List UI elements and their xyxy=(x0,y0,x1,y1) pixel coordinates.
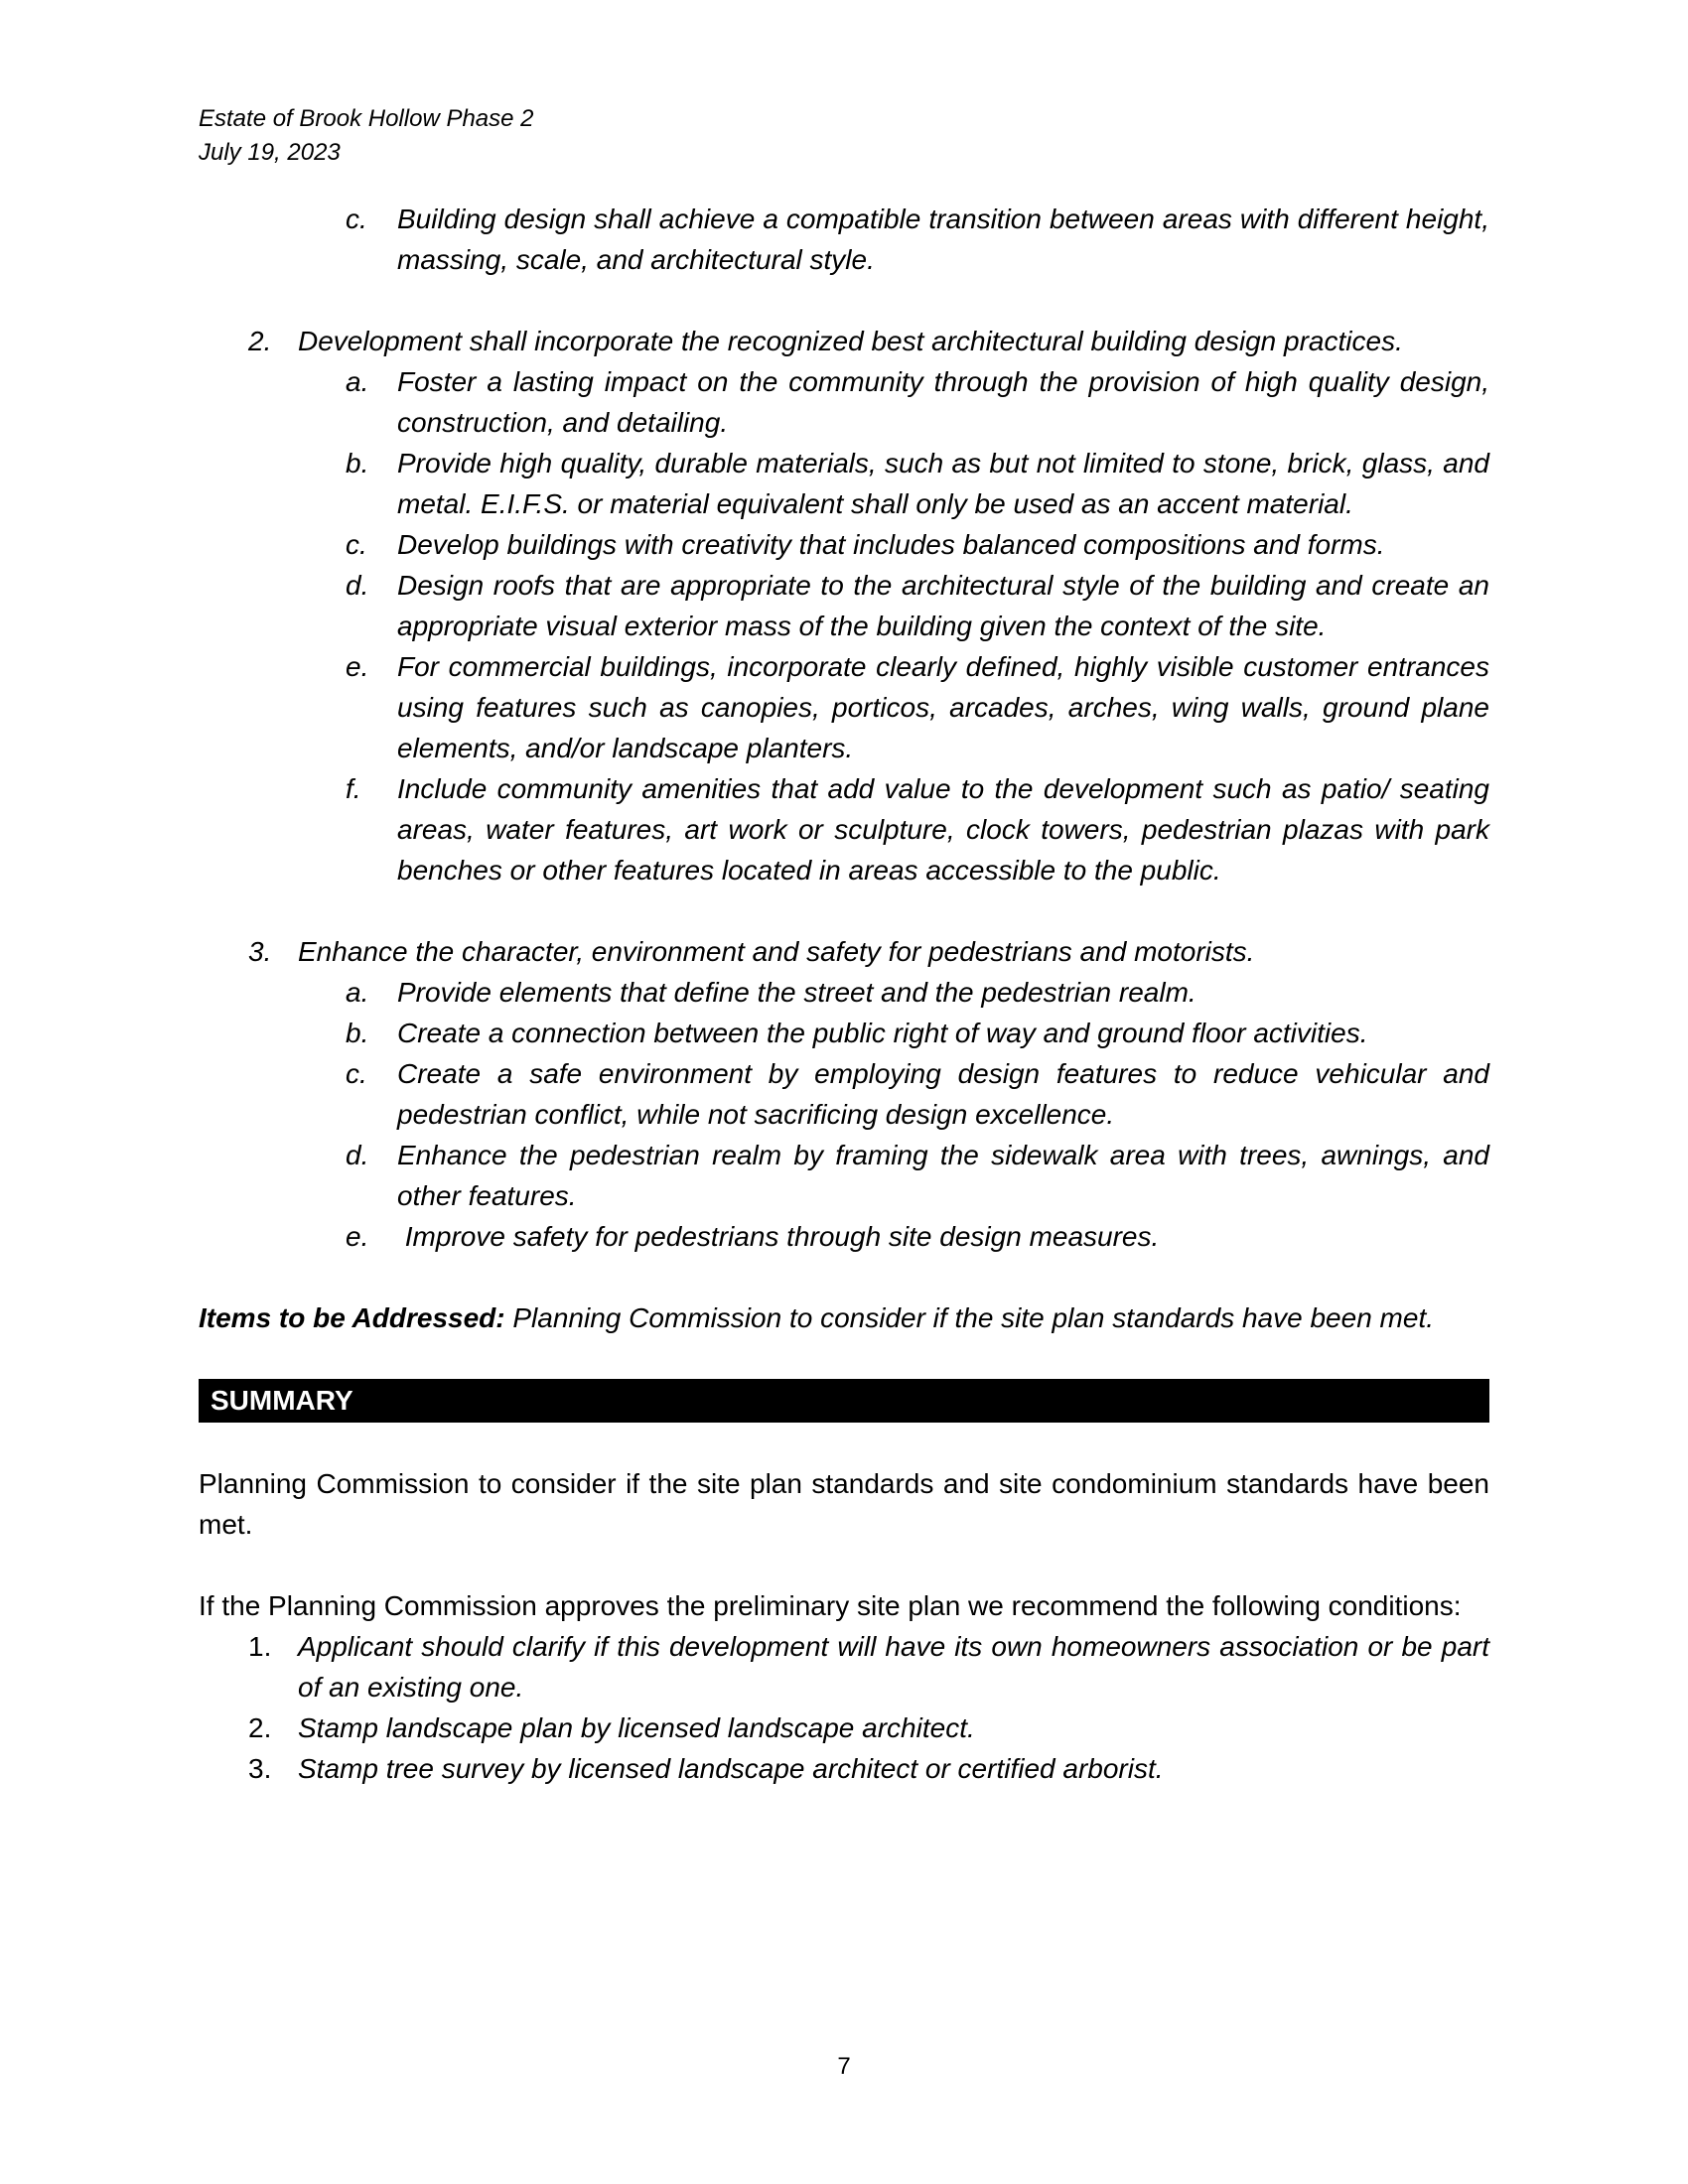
item-text: Foster a lasting impact on the community through the provision of high quality design, construction, and detailing. xyxy=(397,366,1489,438)
page-header xyxy=(199,102,534,170)
item-text: Development shall incorporate the recognized best architectural building design practices. xyxy=(298,326,1403,356)
items-label: Items to be Addressed: xyxy=(199,1302,505,1333)
list-item-2b xyxy=(199,443,1489,524)
list-item-1c xyxy=(199,199,1489,280)
list-item-2a xyxy=(199,361,1489,443)
list-item-2d xyxy=(199,565,1489,646)
item-marker: b. xyxy=(346,1018,369,1048)
condition-item-1 xyxy=(199,1626,1489,1707)
item-marker: c. xyxy=(346,1058,367,1089)
item-marker: a. xyxy=(346,366,369,397)
item-marker: d. xyxy=(346,1140,369,1170)
summary-heading: SUMMARY xyxy=(199,1379,1489,1423)
item-marker: 3. xyxy=(248,936,272,967)
item-marker: e. xyxy=(346,651,369,682)
list-item-2 xyxy=(199,321,1489,361)
page-number: 7 xyxy=(837,2053,851,2080)
list-item-3e xyxy=(199,1216,1489,1257)
header-title: Estate of Brook Hollow Phase 2 xyxy=(199,105,534,132)
item-text: Enhance the character, environment and safety for pedestrians and motorists. xyxy=(298,936,1255,967)
item-text: For commercial buildings, incorporate clearly defined, highly visible customer entrances using features such as canopies, porticos, arcades, arches, wing walls, ground plane elements, and/or landscape planters. xyxy=(397,651,1489,763)
item-marker: a. xyxy=(346,977,369,1008)
item-text: Provide elements that define the street and the pedestrian realm. xyxy=(397,977,1196,1008)
item-marker: f. xyxy=(346,773,361,804)
item-marker: 2. xyxy=(248,326,272,356)
condition-item-2 xyxy=(199,1707,1489,1748)
item-text: Create a connection between the public right of way and ground floor activities. xyxy=(397,1018,1368,1048)
list-item-3d xyxy=(199,1135,1489,1216)
item-marker: b. xyxy=(346,448,369,478)
item-text: Stamp tree survey by licensed landscape architect or certified arborist. xyxy=(298,1753,1164,1784)
list-item-2e xyxy=(199,646,1489,768)
item-marker: 3. xyxy=(248,1753,272,1784)
items-to-be-addressed xyxy=(199,1297,1489,1338)
standards-list xyxy=(199,199,1489,1789)
item-text: Provide high quality, durable materials, such as but not limited to stone, brick, glass, and metal. E.I.F.S. or material equivalent shall only be used as an accent material. xyxy=(397,448,1489,519)
list-item-3 xyxy=(199,931,1489,972)
item-marker: c. xyxy=(346,529,367,560)
list-item-3a xyxy=(199,972,1489,1013)
items-text: Planning Commission to consider if the site plan standards have been met. xyxy=(504,1302,1434,1333)
list-item-3b xyxy=(199,1013,1489,1053)
item-marker: 1. xyxy=(248,1631,272,1662)
summary-paragraph-2: If the Planning Commission approves the preliminary site plan we recommend the following conditions: xyxy=(199,1590,1462,1621)
item-marker: 2. xyxy=(248,1712,272,1743)
item-text: Improve safety for pedestrians through site design measures. xyxy=(397,1221,1160,1252)
list-item-2f xyxy=(199,768,1489,890)
item-text: Develop buildings with creativity that includes balanced compositions and forms. xyxy=(397,529,1385,560)
item-text: Stamp landscape plan by licensed landscape architect. xyxy=(298,1712,975,1743)
header-date: July 19, 2023 xyxy=(199,139,341,166)
item-text: Design roofs that are appropriate to the architectural style of the building and create an appropriate visual exterior mass of the building given the context of the site. xyxy=(397,570,1489,641)
item-marker: d. xyxy=(346,570,369,601)
item-text: Enhance the pedestrian realm by framing the sidewalk area with trees, awnings, and other features. xyxy=(397,1140,1489,1211)
summary-paragraph-1: Planning Commission to consider if the site plan standards and site condominium standards have been met. xyxy=(199,1468,1489,1540)
item-text: Applicant should clarify if this development will have its own homeowners association or be part of an existing one. xyxy=(298,1631,1489,1703)
item-marker: c. xyxy=(346,204,367,234)
item-text: Include community amenities that add value to the development such as patio/ seating areas, water features, art work or sculpture, clock towers, pedestrian plazas with park benches or other features located in areas accessible to the public. xyxy=(397,773,1489,886)
item-marker: e. xyxy=(346,1221,369,1252)
condition-item-3 xyxy=(199,1748,1489,1789)
item-text: Create a safe environment by employing design features to reduce vehicular and pedestrian conflict, while not sacrificing design excellence. xyxy=(397,1058,1489,1130)
list-item-2c xyxy=(199,524,1489,565)
item-text: Building design shall achieve a compatible transition between areas with different height, massing, scale, and architectural style. xyxy=(397,204,1489,275)
list-item-3c xyxy=(199,1053,1489,1135)
